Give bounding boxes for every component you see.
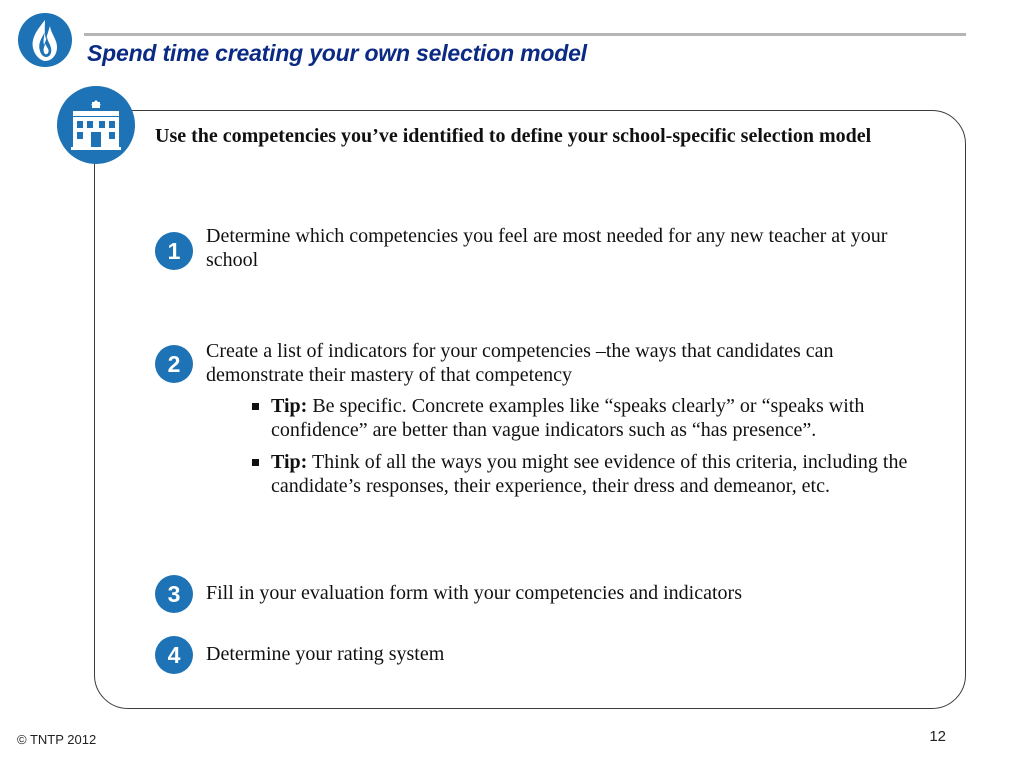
page-number: 12 <box>929 728 946 745</box>
copyright-notice: © TNTP 2012 <box>17 732 97 747</box>
tip-list <box>252 394 942 506</box>
tip-label: Tip: <box>271 451 308 473</box>
page-title: Spend time creating your own selection model <box>87 40 587 66</box>
step-number-1: 1 <box>155 232 193 270</box>
header-rule <box>84 33 966 36</box>
tip-text: Be specific. Concrete examples like “speaks clearly” or “speaks with confidence” are better than vague indicators such as “has presence”. <box>271 395 865 441</box>
step-text-4: Determine your rating system <box>206 643 445 665</box>
school-building-icon <box>57 86 135 164</box>
lead-statement: Use the competencies you’ve identified to define your school-specific selection model <box>155 125 872 147</box>
tip-label: Tip: <box>271 395 308 417</box>
step-text-1: Determine which competencies you feel are most needed for any new teacher at your school <box>206 225 888 271</box>
flame-logo-icon <box>17 12 73 68</box>
tip-item <box>252 450 942 498</box>
step-number-3: 3 <box>155 575 193 613</box>
step-text-3: Fill in your evaluation form with your competencies and indicators <box>206 582 742 604</box>
tip-text: Think of all the ways you might see evidence of this criteria, including the candidate’s responses, their experience, their dress and demeanor, etc. <box>271 451 908 497</box>
step-number-2: 2 <box>155 345 193 383</box>
step-text-2: Create a list of indicators for your competencies –the ways that candidates can demonstrate their mastery of that competency <box>206 340 834 386</box>
tip-item <box>252 394 942 442</box>
square-bullet-icon <box>252 403 259 410</box>
square-bullet-icon <box>252 459 259 466</box>
step-number-4: 4 <box>155 636 193 674</box>
